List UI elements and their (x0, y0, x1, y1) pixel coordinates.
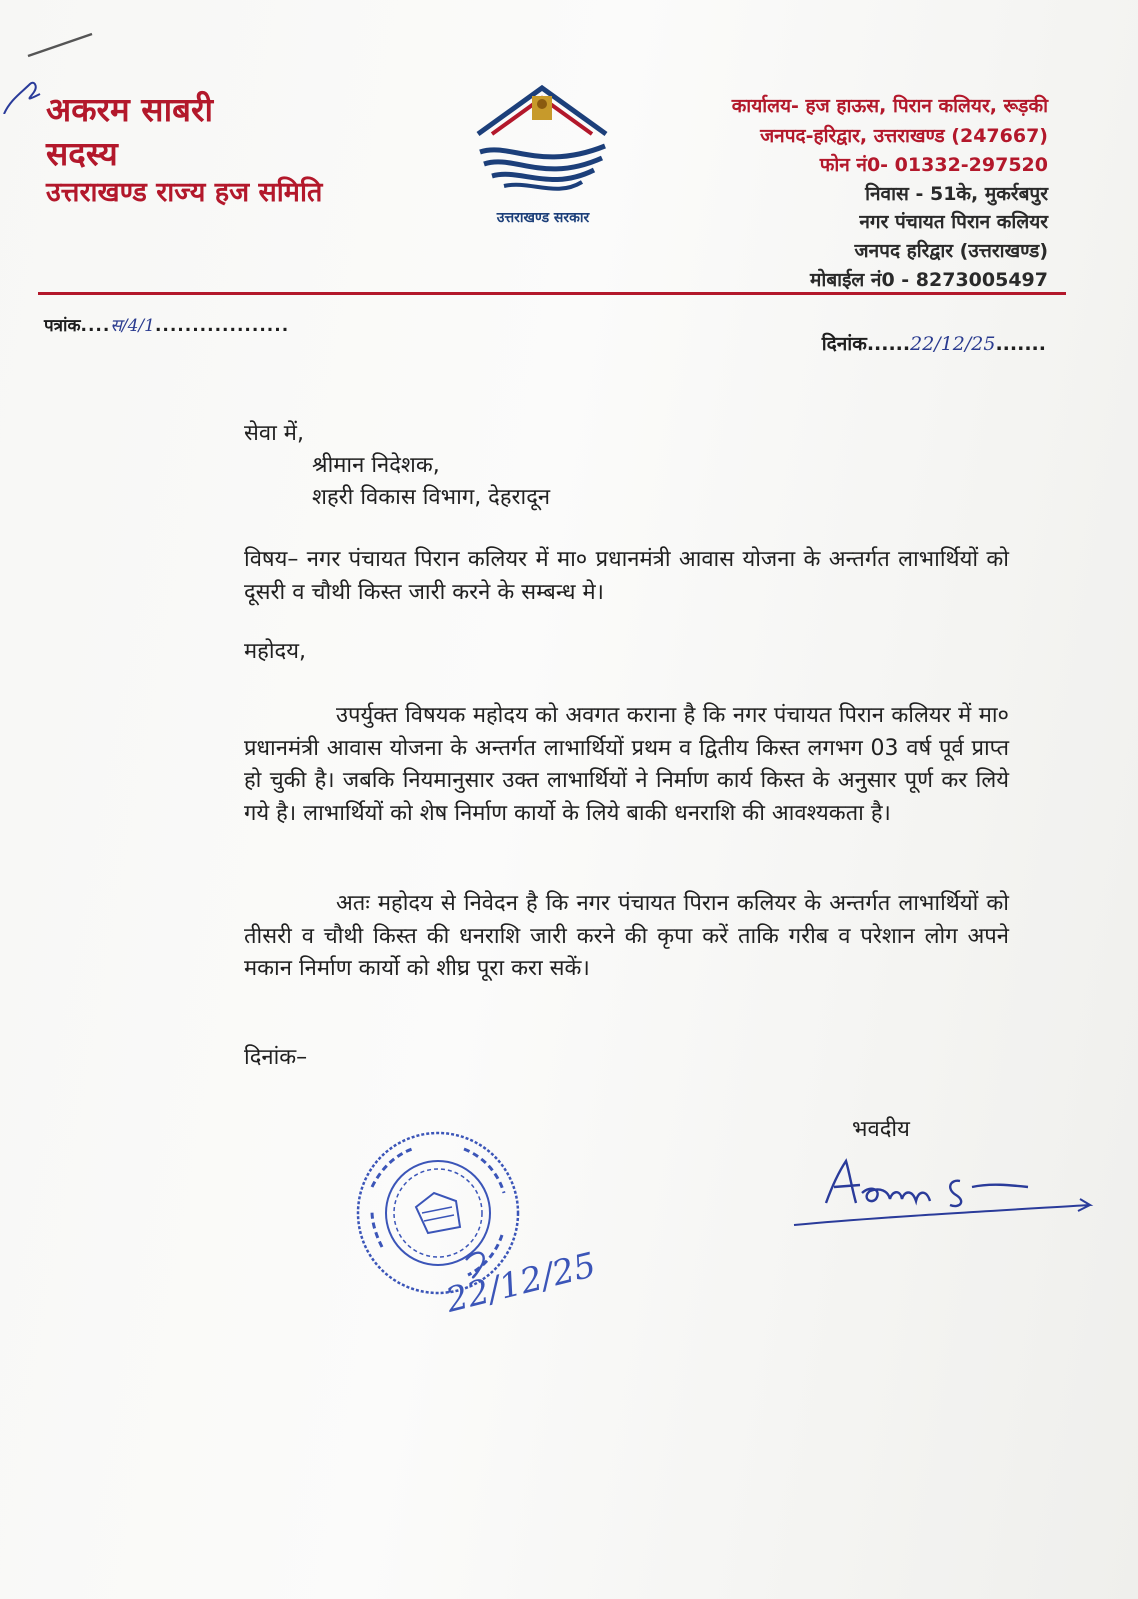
recipient-title: श्रीमान निदेशक, (312, 453, 440, 478)
address-line-mobile: मोबाईल नं0 - 8273005497 (810, 269, 1048, 291)
recipient-department: शहरी विकास विभाग, देहरादून (312, 485, 551, 510)
date-value: 22/12/25 (910, 333, 996, 355)
logo-caption: उत्तराखण्ड सरकार (496, 210, 590, 226)
header-date: दिनांक......22/12/25....... (821, 333, 1046, 355)
closing-salutation: भवदीय (852, 1117, 910, 1142)
address-line-panchayat: नगर पंचायत पिरान कलियर (859, 211, 1048, 233)
stamp-handwritten-date: 22/12/25 (442, 1245, 600, 1321)
salutation-to: सेवा में, (244, 421, 304, 446)
body-paragraph-2: अतः महोदय से निवेदन है कि नगर पंचायत पिरान कलियर के अन्तर्गत लाभार्थियों को तीसरी व चौथी किस्त की धनराशि जारी करने की कृपा करें ताकि गरीब व परेशान लोग अपने मकान निर्माण कार्यो को शीघ्र पूरा करा सकें। (244, 891, 1009, 981)
header-divider (38, 292, 1066, 295)
address-line-residence: निवास - 51के, मुकर्रबपुर (865, 183, 1048, 205)
address-line-office: कार्यालय- हज हाऊस, पिरान कलियर, रूड़की (731, 95, 1048, 117)
sender-name: अकरम साबरी (46, 90, 214, 129)
reference-value: स/4/1 (110, 316, 155, 336)
reference-number: पत्रांक....स/4/1.................. (44, 316, 290, 336)
date-label: दिनांक (821, 333, 867, 355)
handwritten-signature (790, 1145, 1110, 1240)
address-line-residence-district: जनपद हरिद्वार (उत्तराखण्ड) (854, 240, 1048, 262)
address-line-phone: फोन नं0- 01332-297520 (819, 154, 1048, 176)
uttarakhand-emblem-icon (470, 82, 615, 202)
greeting: महोदय, (244, 639, 306, 664)
reference-label: पत्रांक (44, 316, 81, 336)
sender-organization: उत्तराखण्ड राज्य हज समिति (46, 177, 323, 208)
body-paragraph-1: उपर्युक्त विषयक महोदय को अवगत कराना है कि नगर पंचायत पिरान कलियर में मा० प्रधानमंत्री आवास योजना के अन्तर्गत लाभार्थियों प्रथम व द्वितीय किस्त लगभग 03 वर्ष पूर्व प्राप्त हो चुकी है। जबकि नियमानुसार उक्त लाभार्थियों ने निर्माण कार्य किस्त के अनुसार पूर्ण कर लिये गये है। लाभार्थियों को शेष निर्माण कार्यो के लिये बाकी धनराशि की आवश्यकता है। (244, 703, 1009, 826)
footer-date-label: दिनांक– (244, 1045, 308, 1070)
sender-designation: सदस्य (46, 134, 118, 173)
letter-subject: विषय– नगर पंचायत पिरान कलियर में मा० प्रधानमंत्री आवास योजना के अन्तर्गत लाभार्थियों को दूसरी व चौथी किस्त जारी करने के सम्बन्ध मे। (244, 547, 1009, 605)
address-line-district: जनपद-हरिद्वार, उत्तराखण्ड (247667) (760, 125, 1048, 147)
